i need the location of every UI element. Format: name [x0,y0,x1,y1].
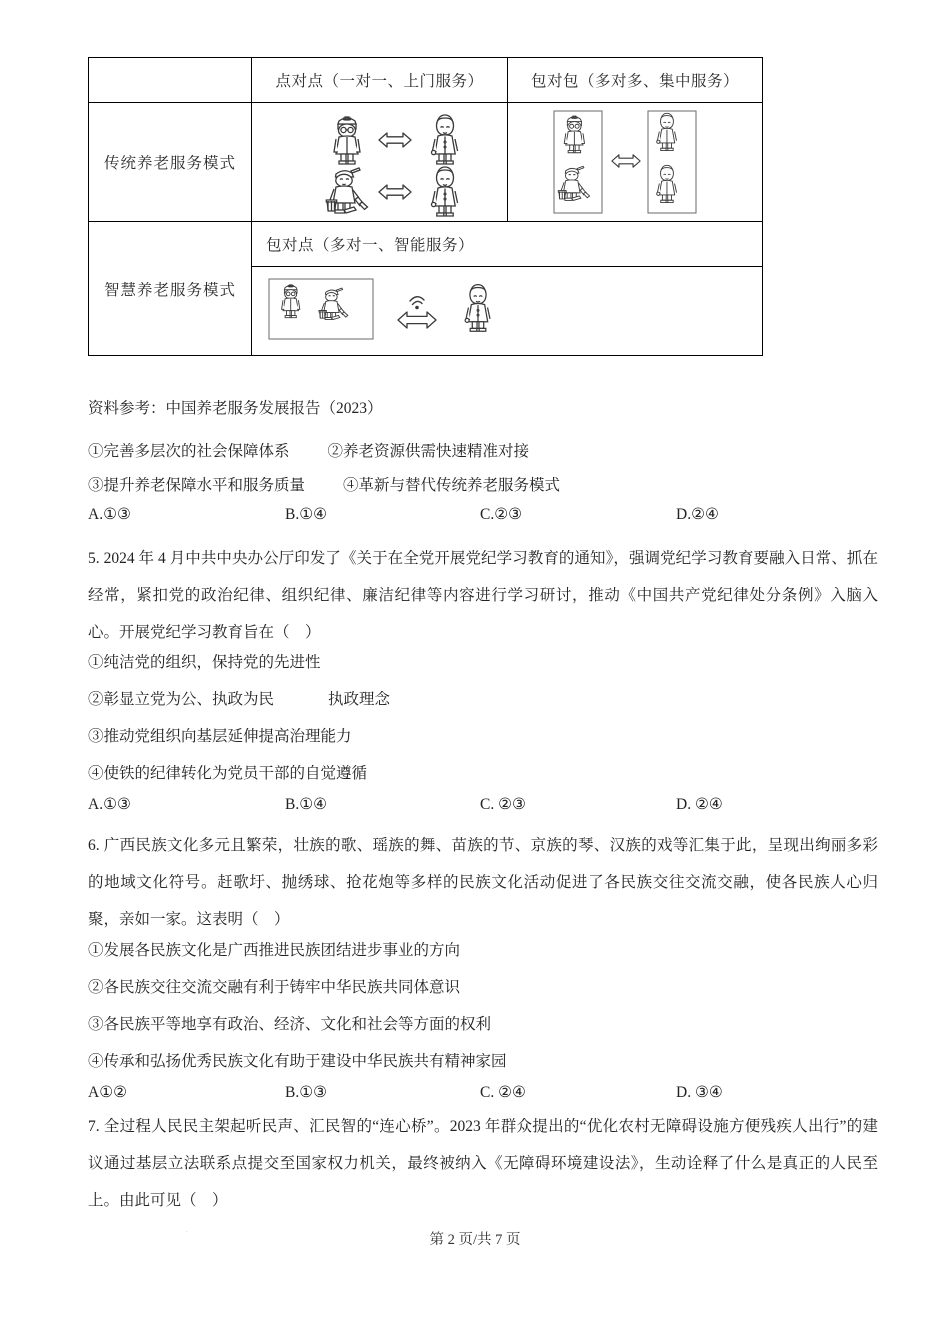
q6-statement-2: ②各民族交往交流交融有利于铸牢中华民族共同体意识 [88,979,461,996]
q4-statement-3-4 [88,473,560,495]
q6-stem: 6. 广西民族文化多元且繁荣，壮族的歌、瑶族的舞、苗族的节、京族的琴、汉族的戏等汇集于此，呈现出绚丽多彩的地域文化符号。赶歌圩、抛绣球、抢花炮等多样的民族文化活动促进了各民族交往交流交融，使各民族人心归聚，亲如一家。这表明（ ） [88,837,878,928]
aged-care-service-table [88,57,739,356]
q5-option-d[interactable]: D. ②④ [676,796,723,813]
q4-statement-1-2 [88,439,529,461]
table-corner-blank-cell [89,58,252,103]
exchange-arrow-icon [378,182,412,202]
table-header-pack-to-point: 包对点（多对一、智能服务） [252,222,763,267]
q6-statement-4: ④传承和弘扬优秀民族文化有助于建设中华民族共有精神家园 [88,1053,507,1070]
table-header-point-to-point: 点对点（一对一、上门服务） [252,58,508,103]
q5-option-b[interactable]: B.①④ [285,796,328,813]
elderly-icon [424,164,466,217]
q5-statement-3: ③推动党组织向基层延伸提高治理能力 [88,728,352,745]
q4-statement-3: ③提升养老保障水平和服务质量 [88,477,306,494]
q4-option-d[interactable]: D.②④ [676,506,719,523]
table-row-traditional [89,103,763,222]
row-label-traditional: 传统养老服务模式 [89,103,252,222]
row-label-smart: 智慧养老服务模式 [89,222,252,356]
q5-stem: 5. 2024 年 4 月中共中央办公厅印发了《关于在全党开展党纪学习教育的通知》，强调党纪学习教育要融入日常、抓在经常，紧扣党的政治纪律、组织纪律、廉洁纪律等内容进行学习研讨，推动《中国共产党纪律处分条例》入脑入心。开展党纪学习教育旨在（ ） [88,550,878,641]
cleaner-icon [322,165,374,217]
q6-statement-1: ①发展各民族文化是广西推进民族团结进步事业的方向 [88,942,461,959]
q5-option-c[interactable]: C. ②③ [480,796,526,813]
elderly-icon [424,112,466,165]
source-note: 资料参考：中国养老服务发展报告（2023） [88,400,383,417]
q5-statement-2 [88,687,390,709]
q5-statement-1: ①纯洁党的组织，保持党的先进性 [88,654,321,671]
figure-cell-traditional-p2p [252,103,508,222]
figure-cell-traditional-pack [508,103,763,222]
figure-cell-smart [252,267,763,356]
q4-statement-1: ①完善多层次的社会保障体系 [88,443,290,460]
page-footer: 第 2 页/共 7 页 [429,1232,521,1248]
q5-statement-4: ④使铁的纪律转化为党员干部的自觉遵循 [88,765,368,782]
q7-stem: 7. 全过程人民民主架起听民声、汇民智的“连心桥”。2023 年群众提出的“优化农村无障碍设施方便残疾人出行”的建议通过基层立法联系点提交至国家权力机关，最终被纳入《无障碍环境建设法》，生动诠释了什么是真正的人民至上。由此可见（ ） [88,1118,878,1209]
q5-option-a[interactable]: A.①③ [88,796,131,813]
table-header-pack-to-pack: 包对包（多对多、集中服务） [508,58,763,103]
group-box-staff [553,110,603,214]
exchange-arrow-icon [378,130,412,150]
q6-option-a-value: ①② [99,1084,127,1101]
q5-options [88,795,878,825]
group-box-elderly [647,110,697,214]
q4-options [88,505,878,535]
page-watermark-dot: . [186,1226,188,1234]
q5-statement-2-tail: 执政理念 [328,691,391,708]
exchange-arrow-icon [611,151,641,171]
q6-statement-3: ③各民族平等地享有政治、经济、文化和社会等方面的权利 [88,1016,492,1033]
table-row-smart-header [89,222,763,267]
elderly-icon [458,279,498,335]
q6-option-b[interactable]: B.①③ [285,1084,328,1101]
q5-statement-2-text: ②彰显立党为公、执政为民 [88,691,275,708]
q4-option-a[interactable]: A.①③ [88,506,131,523]
doctor-icon [326,113,368,165]
q6-option-a[interactable] [88,1083,127,1102]
wifi-arrow-icon [396,285,438,329]
q4-option-c[interactable]: C.②③ [480,506,523,523]
q6-option-c[interactable]: C. ②④ [480,1084,526,1101]
table-header-row [89,58,763,103]
q6-option-d[interactable]: D. ③④ [676,1084,723,1101]
group-box-staff [268,278,374,340]
q4-statement-2: ②养老资源供需快速精准对接 [327,443,530,460]
q4-option-b[interactable]: B.①④ [285,506,328,523]
q4-statement-4: ④革新与替代传统养老服务模式 [343,477,561,494]
q6-option-a-letter: A [88,1084,100,1101]
